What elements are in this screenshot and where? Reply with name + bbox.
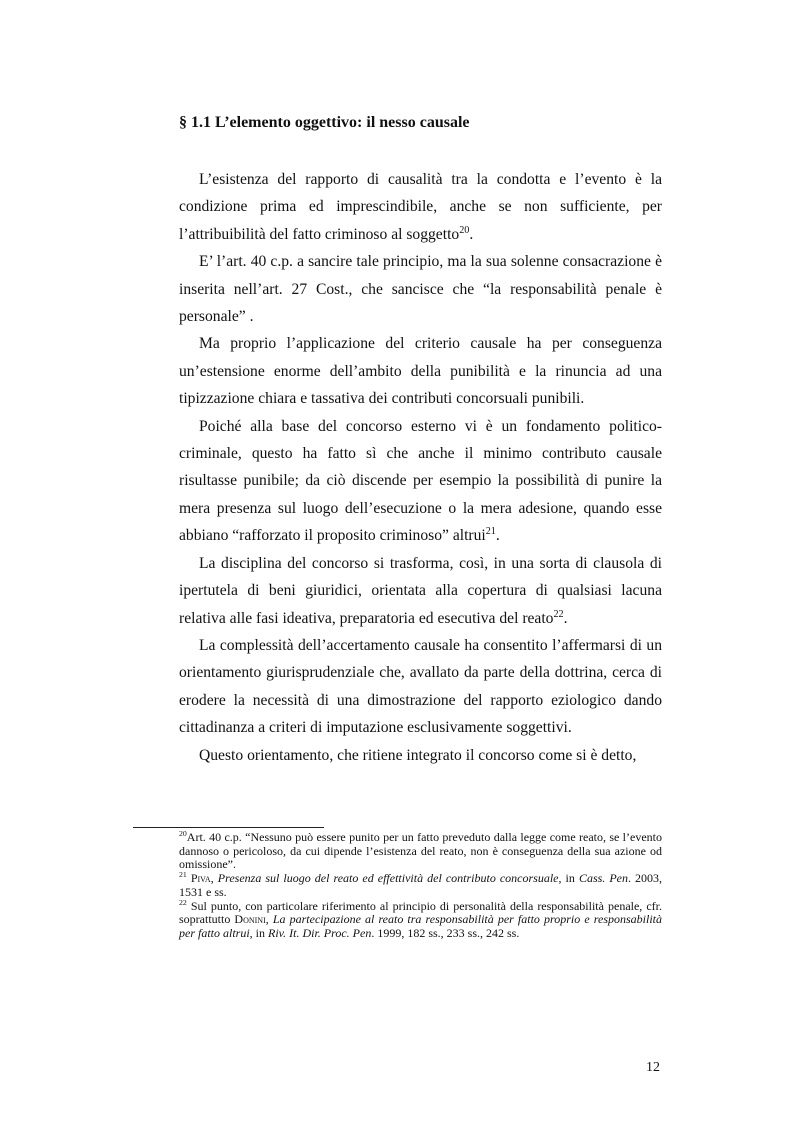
footnote-in: , in bbox=[558, 871, 579, 886]
footnote-journal: Riv. It. Dir. Proc. Pen bbox=[268, 925, 372, 940]
footnote-separator bbox=[133, 827, 324, 828]
footnotes bbox=[179, 831, 662, 941]
footnote-citation: . 1999, 182 ss., 233 ss., 242 ss. bbox=[371, 925, 520, 940]
footnote-separator-text: , bbox=[210, 871, 218, 886]
paragraph bbox=[179, 413, 662, 550]
paragraph-text: La disciplina del concorso si trasforma, così, in una sorta di clausola di ipertutela di beni giuridici, orientata alla copertura di qualsiasi lacuna relativa alle fasi ideativa, preparatoria ed esecutiva del reato bbox=[179, 554, 662, 627]
footnote bbox=[179, 831, 662, 872]
footnote-work-title: Presenza sul luogo del reato ed effettività del contributo concorsuale bbox=[217, 871, 559, 886]
page-number: 12 bbox=[646, 1060, 660, 1075]
footnote-separator-text: , bbox=[265, 912, 273, 927]
footnote-work-title: La partecipazione al reato tra responsabilità per fatto proprio e responsabilità per fatto altrui bbox=[179, 912, 662, 940]
footnote-text: Sul punto, con particolare riferimento al principio di personalità della responsabilità penale, cfr. soprattutto bbox=[179, 898, 662, 927]
paragraph: Ma proprio l’applicazione del criterio causale ha per conseguenza un’estensione enorme dell’ambito della punibilità e la rinuncia ad una tipizzazione chiara e tassativa dei contributi concorsuali punibili. bbox=[179, 335, 662, 408]
footnote bbox=[179, 872, 662, 899]
footnote-journal: Cass. Pen bbox=[578, 871, 628, 886]
paragraph bbox=[179, 166, 662, 248]
paragraph bbox=[179, 550, 662, 632]
paragraph-text: L’esistenza del rapporto di causalità tra la condotta e l’evento è la condizione prima ed imprescindibile, anche se non sufficiente, per l’attribuibilità del fatto criminoso al soggetto bbox=[179, 171, 662, 243]
footnote-number: 21 bbox=[179, 870, 187, 880]
paragraph: E’ l’art. 40 c.p. a sancire tale principio, ma la sua solenne consacrazione è inserita nell’art. 27 Cost., che sancisce che “la responsabilità penale è personale” . bbox=[179, 253, 662, 326]
footnote-citation: . 2003, 1531 e ss. bbox=[179, 871, 663, 899]
paragraph: Questo orientamento, che ritiene integrato il concorso come si è detto, bbox=[199, 746, 637, 764]
footnote-author: Donini bbox=[234, 912, 266, 927]
body-text bbox=[179, 166, 662, 769]
paragraph-text: Poiché alla base del concorso esterno vi è un fondamento politico-criminale, questo ha fatto sì che anche il minimo contributo causale risultasse punibile; da ciò discende per esempio la possibilità di punire la mera presenza sul luogo dell’esecuzione o la mera adesione, quando esse abbiano “rafforzato il proposito criminoso” altrui bbox=[179, 417, 662, 545]
paragraph-tail: . bbox=[495, 527, 500, 545]
paragraph-tail: . bbox=[469, 225, 474, 243]
footnote-in: , in bbox=[249, 925, 269, 940]
footnote-author: Piva bbox=[190, 871, 211, 886]
section-heading: § 1.1 L’elemento oggettivo: il nesso causale bbox=[179, 114, 470, 131]
footnote-number: 20 bbox=[179, 829, 187, 838]
footnote-reference: 20 bbox=[459, 224, 470, 236]
footnote-number: 22 bbox=[179, 897, 187, 907]
footnote-text: Art. 40 c.p. “Nessuno può essere punito per un fatto preveduto dalla legge come reato, se l’evento dannoso o pericoloso, da cui dipende l’esistenza del reato, non è conseguenza della sua azione od omissione”. bbox=[179, 830, 662, 872]
footnote bbox=[179, 897, 662, 941]
footnote-reference: 22 bbox=[553, 608, 564, 620]
paragraph: La complessità dell’accertamento causale ha consentito l’affermarsi di un orientamento giurisprudenziale che, avallato da parte della dottrina, cerca di erodere la necessità di una dimostrazione del rapporto eziologico dando cittadinanza a criteri di imputazione esclusivamente soggettivi. bbox=[179, 636, 662, 737]
footnote-reference: 21 bbox=[485, 526, 496, 538]
paragraph-tail: . bbox=[563, 609, 568, 627]
